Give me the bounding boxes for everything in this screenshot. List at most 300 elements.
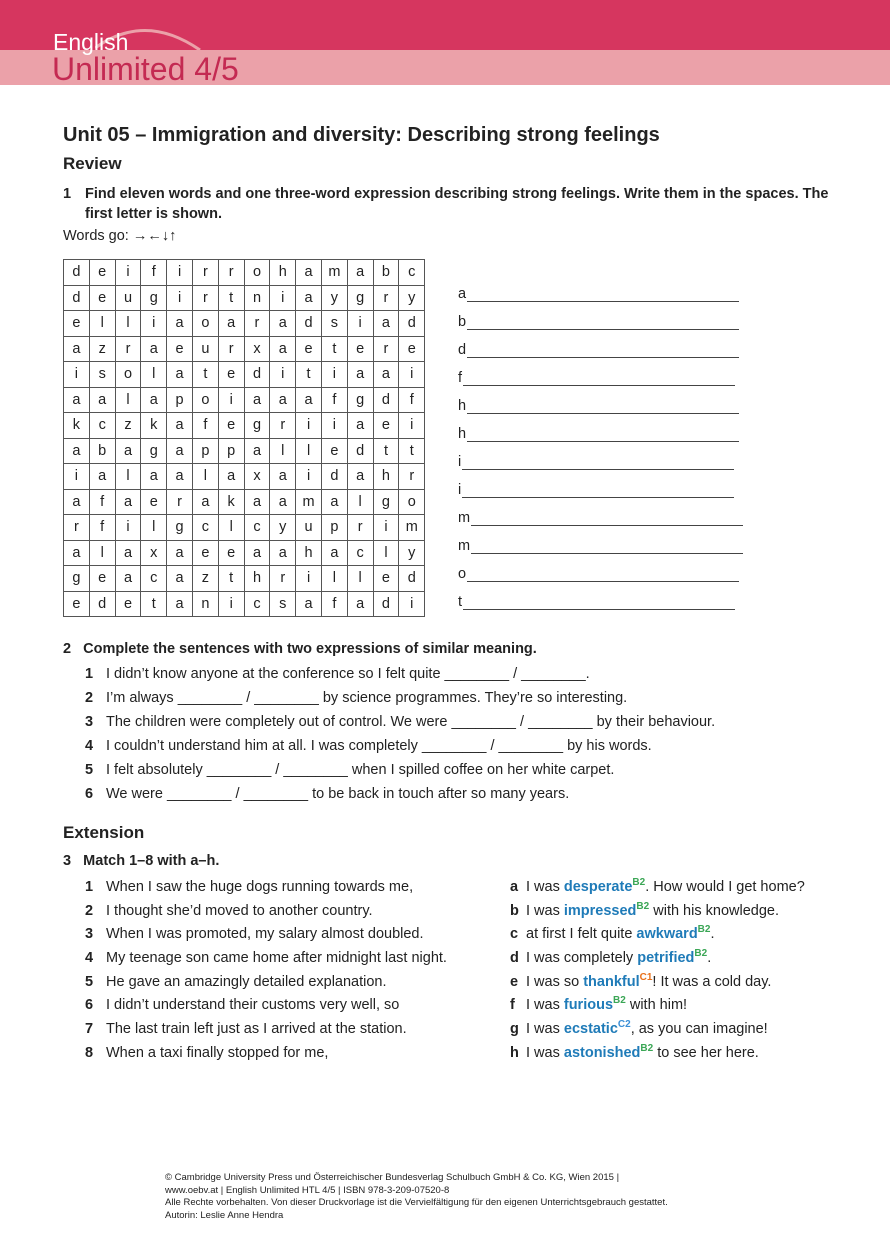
grid-cell: f <box>192 413 218 439</box>
level-badge: C1 <box>639 971 653 983</box>
page-footer <box>165 1172 668 1222</box>
grid-cell: y <box>321 285 347 311</box>
grid-cell: a <box>167 540 193 566</box>
sentence-text: I felt absolutely ________ / ________ when I spilled coffee on her white carpet. <box>106 762 615 778</box>
grid-cell: m <box>399 515 425 541</box>
grid-row <box>64 362 425 388</box>
footer-line-3: Alle Rechte vorbehalten. Von dieser Druckvorlage ist die Vervielfältigung für den eigenen Unterrichtsgebrauch gestattet. <box>165 1197 668 1208</box>
match-left-number: 7 <box>85 1021 94 1038</box>
grid-cell: e <box>89 566 115 592</box>
grid-cell: p <box>167 387 193 413</box>
grid-cell: c <box>399 260 425 286</box>
level-badge: B2 <box>636 900 650 912</box>
grid-row <box>64 260 425 286</box>
match-right-letter: g <box>510 1021 519 1038</box>
grid-row <box>64 540 425 566</box>
answer-blank <box>467 566 739 582</box>
grid-cell: o <box>192 311 218 337</box>
match-left-item <box>85 948 447 972</box>
grid-cell: a <box>270 489 296 515</box>
grid-cell: l <box>296 438 322 464</box>
answer-line <box>458 414 743 442</box>
grid-cell: l <box>270 438 296 464</box>
grid-cell: a <box>141 387 167 413</box>
exercise-2-text: Complete the sentences with two expressions of similar meaning. <box>83 641 537 657</box>
sentence-number: 3 <box>85 714 94 730</box>
match-left-text: The last train left just as I arrived at the station. <box>106 1021 407 1038</box>
match-right-text <box>526 879 805 895</box>
grid-cell: e <box>399 336 425 362</box>
grid-cell: n <box>244 285 270 311</box>
grid-cell: z <box>192 566 218 592</box>
grid-cell: l <box>218 515 244 541</box>
grid-cell: l <box>192 464 218 490</box>
match-right-pre: I was <box>526 879 564 895</box>
match-right-text <box>526 950 711 966</box>
grid-cell: a <box>296 591 322 617</box>
level-badge: B2 <box>697 924 711 936</box>
grid-cell: l <box>141 515 167 541</box>
grid-cell: h <box>270 260 296 286</box>
match-right-letter: h <box>510 1044 519 1061</box>
grid-cell: t <box>141 591 167 617</box>
grid-cell: a <box>167 438 193 464</box>
grid-cell: d <box>399 311 425 337</box>
grid-cell: h <box>373 464 399 490</box>
sentence-number: 4 <box>85 738 94 754</box>
sentence-text: The children were completely out of control. We were ________ / ________ by their behaviour. <box>106 714 716 730</box>
grid-cell: l <box>115 311 141 337</box>
answer-blank <box>463 370 735 386</box>
grid-cell: u <box>296 515 322 541</box>
grid-row <box>64 591 425 617</box>
grid-cell: k <box>64 413 90 439</box>
grid-cell: a <box>347 464 373 490</box>
answer-blank <box>471 538 743 554</box>
keyword: petrified <box>637 950 695 967</box>
logo-unlimited: Unlimited 4/5 <box>52 51 239 87</box>
match-left-text: He gave an amazingly detailed explanation. <box>106 973 387 990</box>
match-left-item <box>85 924 447 948</box>
grid-cell: h <box>296 540 322 566</box>
grid-cell: a <box>244 489 270 515</box>
match-left-number: 4 <box>85 950 94 967</box>
grid-cell: e <box>167 336 193 362</box>
sentence-item <box>85 664 715 688</box>
match-right-pre: I was so <box>526 973 584 990</box>
grid-cell: c <box>89 413 115 439</box>
grid-cell: e <box>218 413 244 439</box>
answer-letter: d <box>458 342 467 358</box>
answer-line <box>458 498 743 526</box>
match-right-item <box>510 972 805 996</box>
answer-line <box>458 358 743 386</box>
grid-cell: r <box>347 515 373 541</box>
grid-cell: b <box>373 260 399 286</box>
grid-cell: m <box>296 489 322 515</box>
grid-cell: c <box>192 515 218 541</box>
grid-cell: a <box>373 362 399 388</box>
grid-row <box>64 413 425 439</box>
grid-row <box>64 515 425 541</box>
grid-cell: d <box>89 591 115 617</box>
answer-blank <box>462 454 734 470</box>
grid-row <box>64 387 425 413</box>
grid-cell: l <box>321 566 347 592</box>
grid-cell: s <box>89 362 115 388</box>
grid-cell: i <box>373 515 399 541</box>
grid-cell: a <box>296 387 322 413</box>
match-left-number: 8 <box>85 1044 94 1061</box>
match-right-letter: b <box>510 902 519 919</box>
match-right-pre: I was <box>526 1044 564 1061</box>
match-left-number: 2 <box>85 902 94 919</box>
grid-cell: i <box>115 515 141 541</box>
word-search-grid <box>63 259 425 617</box>
sentence-number: 2 <box>85 690 94 706</box>
grid-row <box>64 566 425 592</box>
grid-cell: r <box>373 285 399 311</box>
grid-cell: p <box>321 515 347 541</box>
grid-cell: a <box>167 566 193 592</box>
match-left-item <box>85 901 447 925</box>
page-header <box>0 0 890 85</box>
grid-cell: e <box>218 362 244 388</box>
grid-cell: e <box>89 285 115 311</box>
grid-cell: a <box>64 336 90 362</box>
grid-cell: a <box>115 438 141 464</box>
grid-cell: a <box>321 489 347 515</box>
answer-line <box>458 470 743 498</box>
answer-line <box>458 386 743 414</box>
match-left-text: My teenage son came home after midnight last night. <box>106 950 447 967</box>
exercise-3-text: Match 1–8 with a–h. <box>83 853 220 869</box>
match-right-post: with his knowledge. <box>649 902 779 919</box>
match-right-post: to see her here. <box>653 1044 759 1061</box>
grid-cell: a <box>167 311 193 337</box>
grid-cell: a <box>270 540 296 566</box>
answer-line <box>458 330 743 358</box>
grid-cell: i <box>347 311 373 337</box>
answer-blank <box>471 510 743 526</box>
grid-cell: a <box>167 413 193 439</box>
match-right-letter: a <box>510 879 519 895</box>
grid-row <box>64 285 425 311</box>
grid-cell: l <box>373 540 399 566</box>
grid-cell: p <box>218 438 244 464</box>
grid-cell: a <box>244 540 270 566</box>
keyword: ecstatic <box>563 1021 618 1038</box>
match-right-text <box>526 926 715 942</box>
grid-cell: t <box>192 362 218 388</box>
match-left-number: 1 <box>85 879 94 895</box>
grid-row <box>64 438 425 464</box>
answer-letter: i <box>458 454 462 470</box>
match-right-post: . <box>710 926 715 943</box>
grid-cell: c <box>244 591 270 617</box>
grid-cell: f <box>89 515 115 541</box>
answer-blank <box>467 426 739 442</box>
sentence-item <box>85 760 715 784</box>
keyword: impressed <box>563 902 637 919</box>
match-right-post: , as you can imagine! <box>630 1021 768 1038</box>
keyword: astonished <box>563 1044 641 1061</box>
grid-cell: c <box>244 515 270 541</box>
grid-cell: a <box>296 260 322 286</box>
grid-cell: i <box>218 591 244 617</box>
grid-cell: a <box>115 489 141 515</box>
grid-cell: r <box>244 311 270 337</box>
grid-cell: u <box>192 336 218 362</box>
keyword: furious <box>563 997 614 1014</box>
grid-cell: g <box>347 387 373 413</box>
answer-letter: o <box>458 566 467 582</box>
grid-cell: a <box>167 464 193 490</box>
match-right-item <box>510 1043 805 1067</box>
grid-cell: g <box>244 413 270 439</box>
match-right-item <box>510 877 805 901</box>
grid-cell: i <box>296 566 322 592</box>
exercise-1-text: Find eleven words and one three-word expression describing strong feelings. Write them in the spaces. The first letter is shown. <box>85 186 829 222</box>
sentence-number: 1 <box>85 666 94 682</box>
match-right-pre: I was completely <box>526 950 638 967</box>
answer-lines <box>458 274 743 610</box>
grid-cell: a <box>192 489 218 515</box>
grid-cell: d <box>399 566 425 592</box>
match-right-text <box>526 1021 768 1037</box>
match-left-item <box>85 1043 447 1067</box>
grid-cell: x <box>244 336 270 362</box>
sentence-item <box>85 712 715 736</box>
grid-cell: a <box>270 464 296 490</box>
match-left-number: 5 <box>85 973 94 990</box>
grid-cell: r <box>399 464 425 490</box>
grid-cell: z <box>115 413 141 439</box>
grid-cell: i <box>399 362 425 388</box>
grid-cell: e <box>64 311 90 337</box>
grid-cell: k <box>141 413 167 439</box>
keyword: desperate <box>563 879 633 895</box>
grid-cell: r <box>192 260 218 286</box>
match-left-item <box>85 877 447 901</box>
grid-row <box>64 489 425 515</box>
extension-heading: Extension <box>63 823 145 842</box>
grid-cell: e <box>192 540 218 566</box>
grid-cell: s <box>321 311 347 337</box>
exercise-3-right-column <box>510 877 805 1067</box>
grid-cell: c <box>141 566 167 592</box>
grid-cell: e <box>373 413 399 439</box>
match-right-pre: at first I felt quite <box>526 926 637 943</box>
grid-cell: h <box>244 566 270 592</box>
match-right-text <box>526 1042 759 1061</box>
grid-cell: a <box>321 540 347 566</box>
match-right-letter: f <box>510 997 515 1014</box>
grid-cell: a <box>347 413 373 439</box>
grid-cell: a <box>64 540 90 566</box>
grid-row <box>64 464 425 490</box>
grid-cell: i <box>64 464 90 490</box>
match-left-text: I didn’t understand their customs very well, so <box>106 997 400 1014</box>
grid-cell: a <box>64 489 90 515</box>
grid-cell: k <box>218 489 244 515</box>
grid-cell: s <box>270 591 296 617</box>
grid-cell: a <box>244 438 270 464</box>
grid-cell: l <box>141 362 167 388</box>
grid-cell: i <box>321 362 347 388</box>
answer-letter: h <box>458 398 467 414</box>
match-right-pre: I was <box>526 997 564 1014</box>
sentence-text: We were ________ / ________ to be back in touch after so many years. <box>106 786 570 802</box>
grid-cell: e <box>373 566 399 592</box>
answer-blank <box>463 594 735 610</box>
answer-line <box>458 442 743 470</box>
answer-line <box>458 582 743 610</box>
grid-cell: a <box>373 311 399 337</box>
grid-cell: a <box>64 387 90 413</box>
grid-cell: o <box>244 260 270 286</box>
answer-letter: a <box>458 286 467 302</box>
grid-cell: r <box>167 489 193 515</box>
grid-cell: y <box>399 285 425 311</box>
grid-cell: a <box>141 336 167 362</box>
grid-cell: f <box>321 387 347 413</box>
match-right-letter: e <box>510 973 519 990</box>
grid-cell: n <box>192 591 218 617</box>
match-right-item <box>510 948 805 972</box>
level-badge: C2 <box>617 1019 631 1031</box>
grid-cell: a <box>115 566 141 592</box>
grid-cell: f <box>141 260 167 286</box>
match-right-post: . <box>707 950 712 967</box>
exercise-2-sentences <box>85 664 715 808</box>
match-left-item <box>85 972 447 996</box>
grid-cell: a <box>167 362 193 388</box>
grid-cell: a <box>141 464 167 490</box>
grid-cell: l <box>347 566 373 592</box>
match-right-post: ! It was a cold day. <box>652 973 772 990</box>
exercise-3-number: 3 <box>63 853 72 869</box>
sentence-text: I couldn’t understand him at all. I was completely ________ / ________ by his words. <box>106 738 652 754</box>
grid-cell: t <box>321 336 347 362</box>
grid-cell: e <box>321 438 347 464</box>
grid-cell: o <box>115 362 141 388</box>
answer-blank <box>467 286 739 302</box>
words-go-line <box>63 228 176 244</box>
grid-cell: d <box>373 591 399 617</box>
grid-cell: i <box>399 591 425 617</box>
answer-letter: h <box>458 426 467 442</box>
grid-cell: i <box>270 285 296 311</box>
sentence-item <box>85 736 715 760</box>
grid-cell: g <box>141 285 167 311</box>
sentence-number: 6 <box>85 786 94 802</box>
answer-letter: m <box>458 538 471 554</box>
match-right-item <box>510 924 805 948</box>
grid-cell: r <box>64 515 90 541</box>
exercise-1-instruction <box>63 184 853 224</box>
grid-cell: g <box>347 285 373 311</box>
grid-cell: i <box>218 387 244 413</box>
grid-cell: o <box>399 489 425 515</box>
level-badge: B2 <box>613 995 626 1007</box>
answer-line <box>458 526 743 554</box>
grid-cell: e <box>89 260 115 286</box>
grid-cell: l <box>115 464 141 490</box>
footer-line-1: © Cambridge University Press und Österreichischer Bundesverlag Schulbuch GmbH & Co. KG, Wien 2015 | <box>165 1172 620 1183</box>
match-left-number: 3 <box>85 926 94 943</box>
exercise-1-number: 1 <box>63 186 72 202</box>
grid-cell: i <box>64 362 90 388</box>
grid-cell: z <box>89 336 115 362</box>
grid-cell: i <box>296 413 322 439</box>
match-left-text: When I saw the huge dogs running towards me, <box>106 879 414 895</box>
level-badge: B2 <box>640 1042 654 1054</box>
grid-cell: t <box>218 285 244 311</box>
grid-cell: i <box>167 260 193 286</box>
grid-cell: g <box>167 515 193 541</box>
grid-cell: d <box>296 311 322 337</box>
grid-cell: t <box>373 438 399 464</box>
level-badge: B2 <box>694 948 708 960</box>
grid-cell: p <box>192 438 218 464</box>
answer-letter: f <box>458 370 463 386</box>
grid-cell: d <box>347 438 373 464</box>
answer-blank <box>462 482 734 498</box>
grid-cell: d <box>373 387 399 413</box>
keyword: thankful <box>583 973 640 990</box>
grid-cell: a <box>270 311 296 337</box>
grid-cell: g <box>141 438 167 464</box>
grid-cell: i <box>115 260 141 286</box>
grid-cell: a <box>347 362 373 388</box>
grid-cell: l <box>115 387 141 413</box>
grid-cell: m <box>321 260 347 286</box>
words-go-label: Words go: <box>63 228 129 244</box>
level-badge: B2 <box>632 877 646 889</box>
answer-line <box>458 274 743 302</box>
grid-cell: a <box>218 311 244 337</box>
answer-letter: b <box>458 314 467 330</box>
grid-cell: r <box>270 566 296 592</box>
grid-cell: a <box>167 591 193 617</box>
grid-cell: g <box>373 489 399 515</box>
grid-cell: c <box>347 540 373 566</box>
grid-cell: d <box>64 285 90 311</box>
exercise-3-instruction <box>63 853 219 869</box>
grid-cell: a <box>270 336 296 362</box>
sentence-item <box>85 688 715 712</box>
grid-cell: i <box>321 413 347 439</box>
grid-cell: l <box>89 540 115 566</box>
footer-line-4: Autorin: Leslie Anne Hendra <box>165 1209 284 1221</box>
page-title: Unit 05 – Immigration and diversity: Describing strong feelings <box>63 124 660 146</box>
grid-cell: d <box>64 260 90 286</box>
match-left-text: I thought she’d moved to another country. <box>106 902 373 919</box>
match-left-item <box>85 995 447 1019</box>
logo-english: English <box>53 29 129 55</box>
grid-cell: l <box>89 311 115 337</box>
grid-cell: f <box>321 591 347 617</box>
match-right-post: with him! <box>625 997 688 1014</box>
sentence-number: 5 <box>85 762 94 778</box>
answer-letter: t <box>458 594 463 610</box>
review-heading: Review <box>63 154 122 173</box>
match-right-letter: d <box>510 950 519 967</box>
grid-cell: t <box>218 566 244 592</box>
grid-cell: a <box>244 387 270 413</box>
grid-cell: r <box>373 336 399 362</box>
